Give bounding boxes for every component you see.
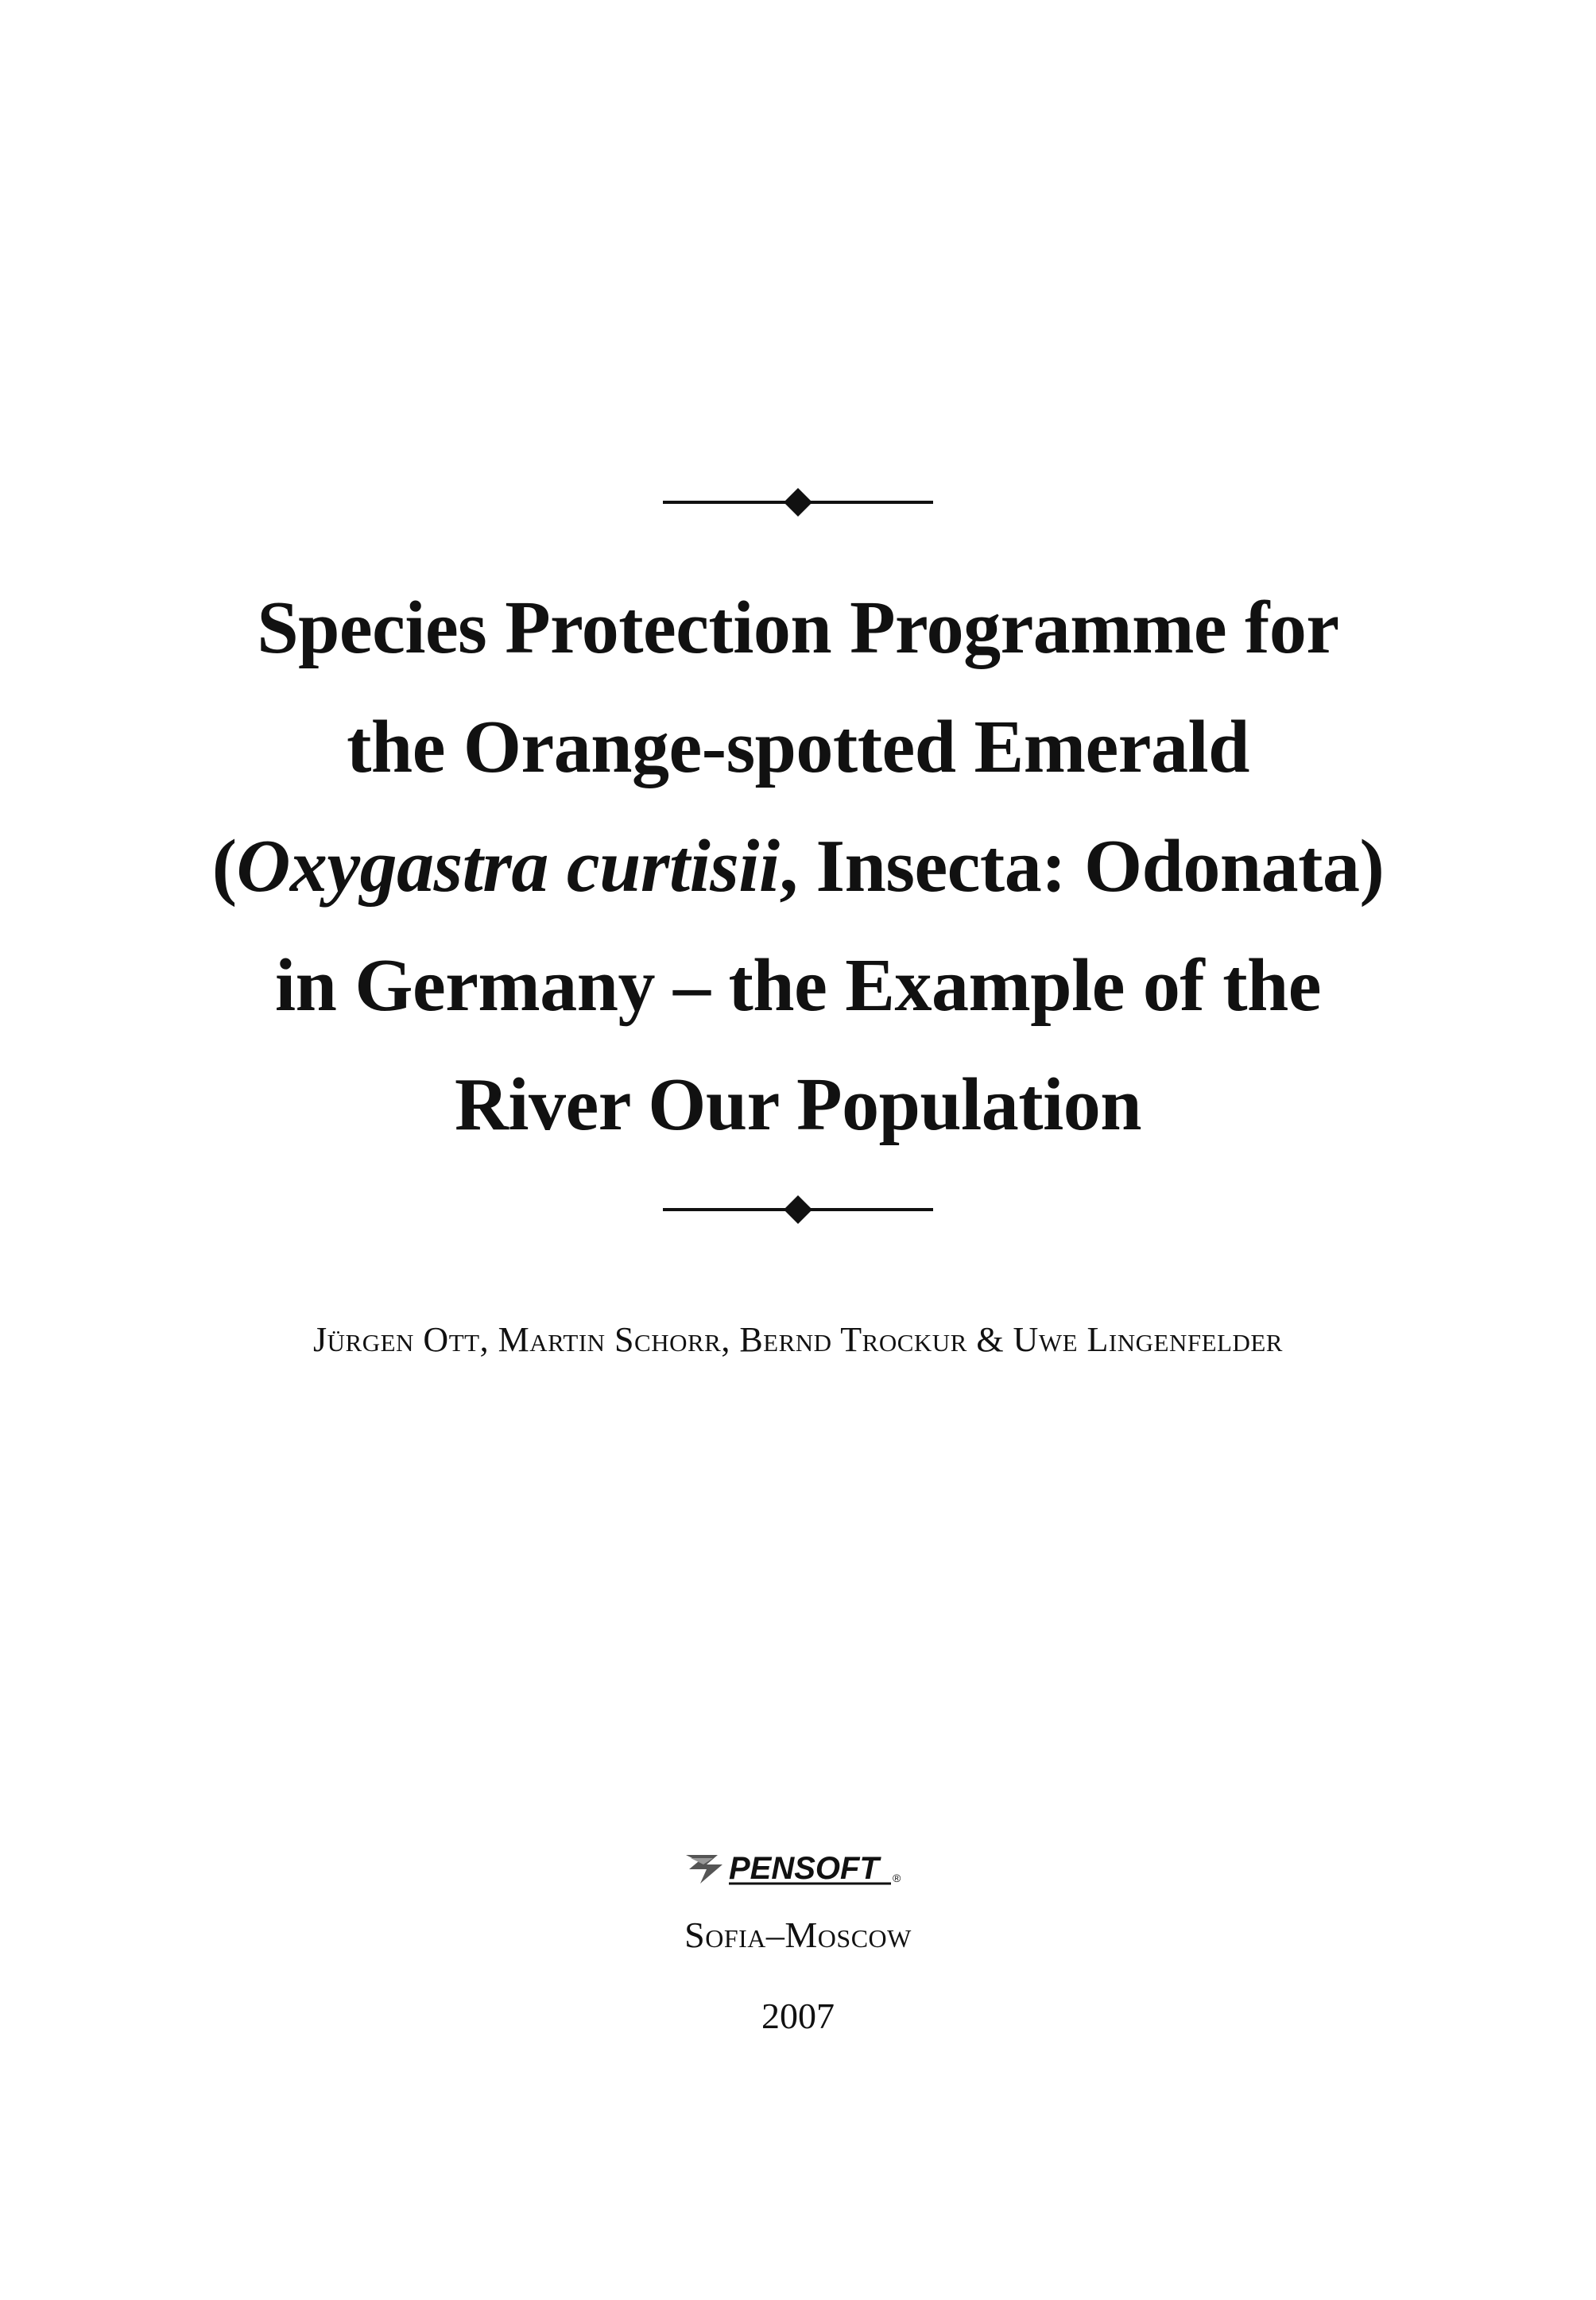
species-name: Oxygastra curtisii [236,825,780,908]
title-open-paren: ( [211,825,237,908]
publication-year: 2007 [761,1996,835,2036]
title-taxon: , Insecta: Odonata) [779,825,1385,908]
pensoft-logo-text: PENSOFT [729,1851,879,1886]
book-title [0,568,1596,1164]
pensoft-logo [0,1844,1596,1891]
title-line-3 [0,807,1596,926]
bottom-ornament [0,1194,1596,1226]
top-ornament [0,486,1596,518]
title-line-2: the Orange-spotted Emerald [347,706,1249,788]
publisher-place: Sofia–Moscow [684,1915,912,1955]
registered-mark: ® [893,1872,901,1884]
title-line-1: Species Protection Programme for [257,587,1339,669]
pensoft-bird-icon [686,1855,722,1884]
authors-line: Jürgen Ott, Martin Schorr, Bernd Trockur & Uwe Lingenfelder [313,1320,1283,1359]
title-line-4: in Germany – the Example of the [274,944,1322,1027]
title-line-5: River Our Population [455,1063,1141,1146]
